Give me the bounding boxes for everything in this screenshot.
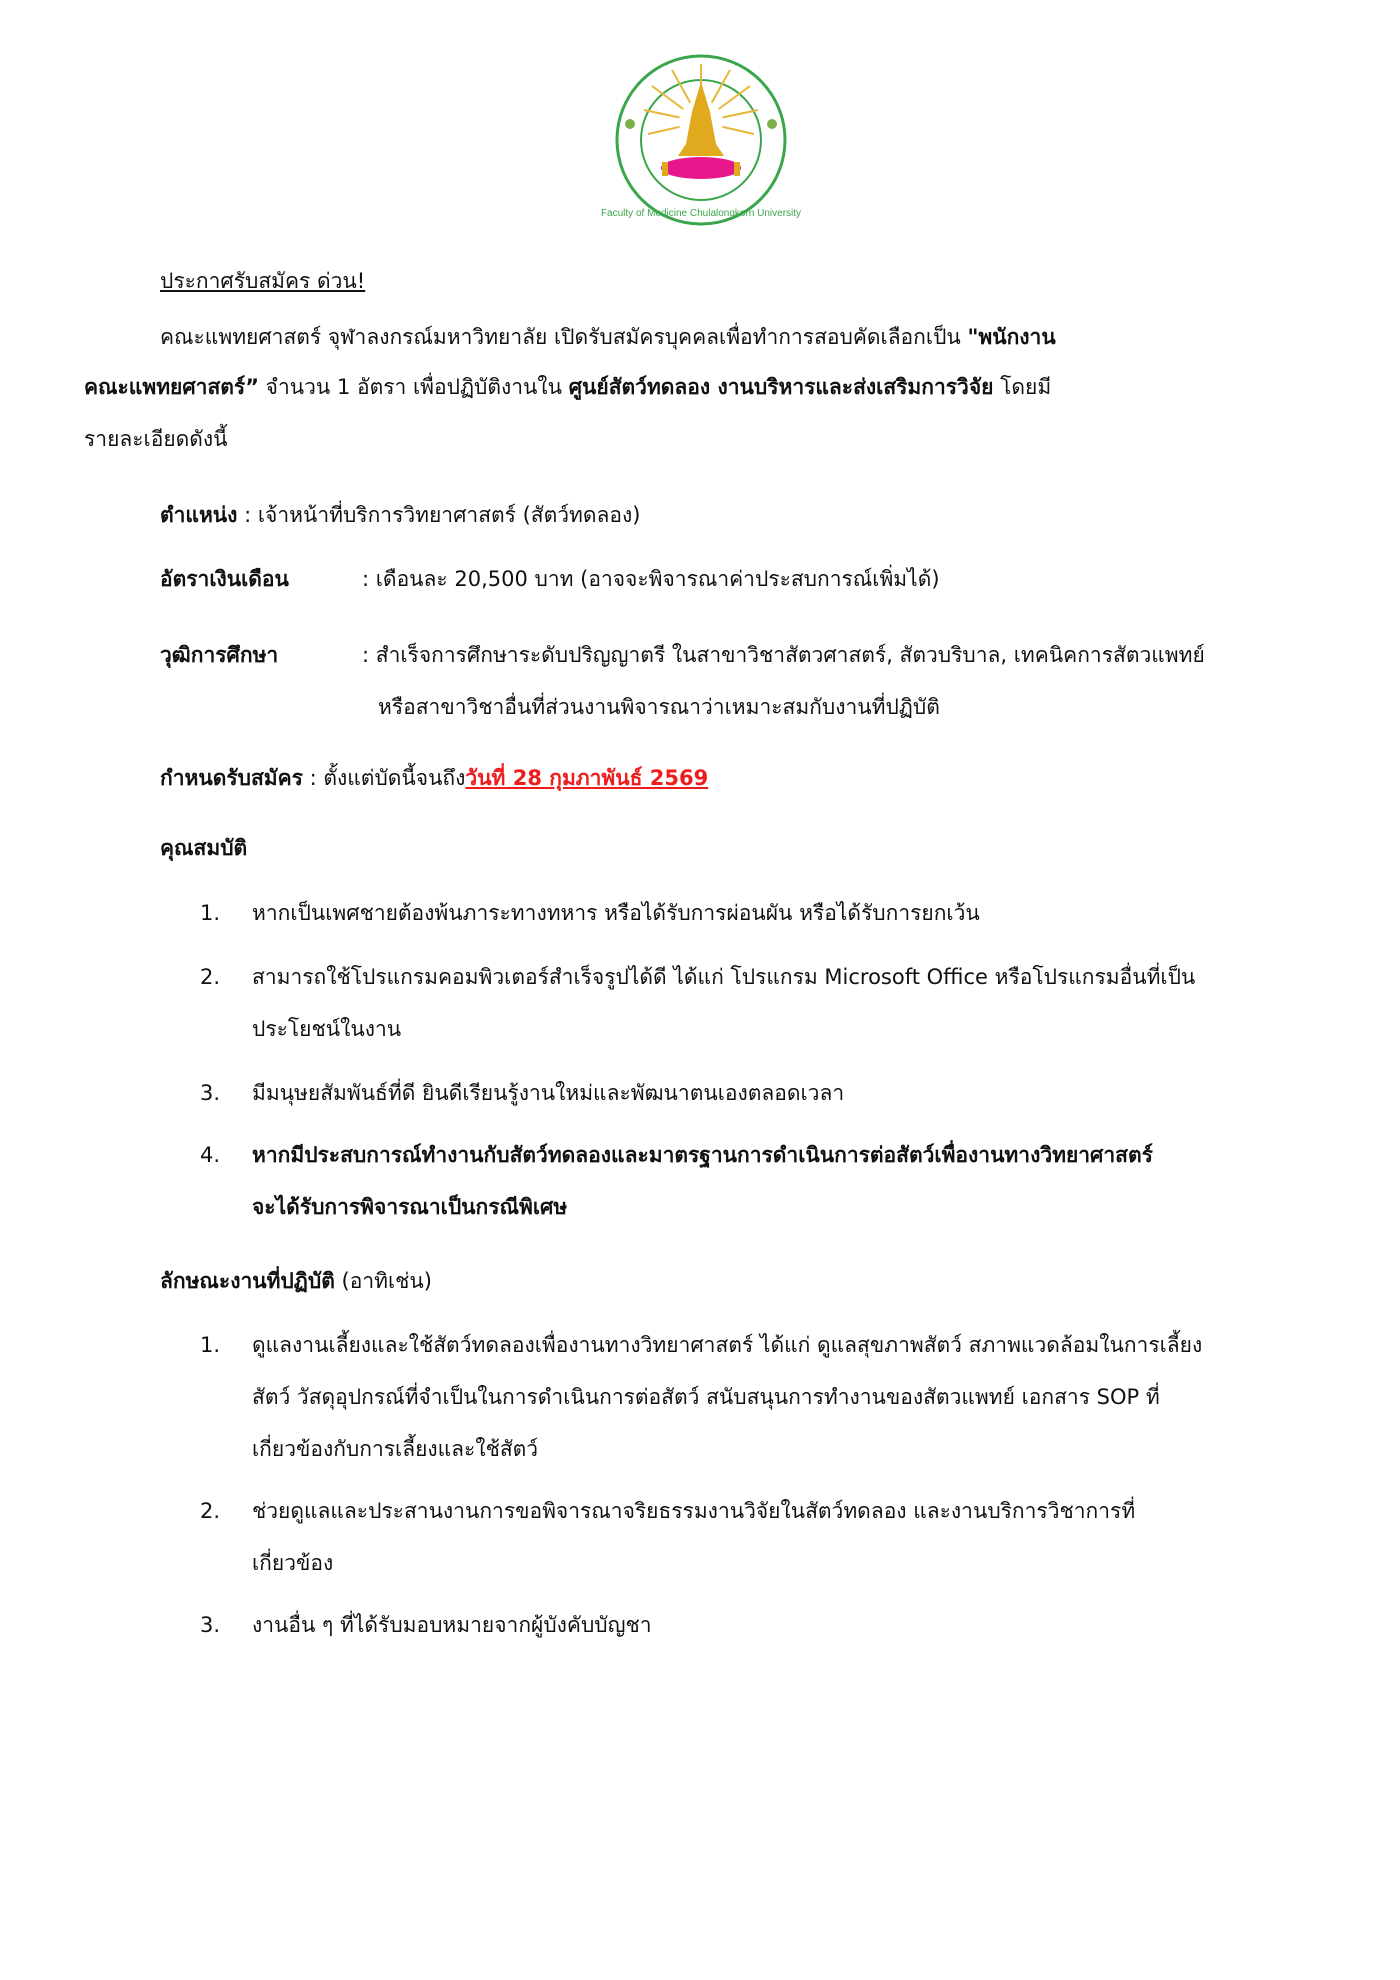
position-field bbox=[160, 500, 640, 530]
duties-title bbox=[160, 1266, 432, 1296]
intro-line-1 bbox=[160, 322, 1056, 352]
item-text: จะได้รับการพิจารณาเป็นกรณีพิเศษ bbox=[252, 1195, 568, 1219]
duties-title-note: (อาทิเช่น) bbox=[334, 1269, 432, 1293]
intro-line-2 bbox=[84, 372, 1051, 402]
salary-value: : เดือนละ 20,500 บาท (อาจจะพิจารณาค่าประสบการณ์เพิ่มได้) bbox=[362, 567, 940, 591]
item-number: 3. bbox=[200, 1081, 221, 1105]
intro-unit: ศูนย์สัตว์ทดลอง งานบริหารและส่งเสริมการวิจัย bbox=[568, 375, 994, 399]
item-number: 2. bbox=[200, 1499, 221, 1523]
salary-label: อัตราเงินเดือน bbox=[160, 567, 289, 591]
position-label: ตำแหน่ง bbox=[160, 503, 238, 527]
item-number: 3. bbox=[200, 1613, 221, 1637]
education-value-line-2: หรือสาขาวิชาอื่นที่ส่วนงานพิจารณาว่าเหมาะสมกับงานที่ปฏิบัติ bbox=[378, 695, 940, 719]
intro-text: จำนวน 1 อัตรา เพื่อปฏิบัติงานใน bbox=[259, 375, 569, 399]
qualifications-title: คุณสมบัติ bbox=[160, 836, 248, 860]
item-number: 1. bbox=[200, 1333, 221, 1357]
item-text: ประโยชน์ในงาน bbox=[252, 1017, 402, 1041]
intro-position-type: "พนักงาน bbox=[967, 325, 1056, 349]
item-text: งานอื่น ๆ ที่ได้รับมอบหมายจากผู้บังคับบัญชา bbox=[252, 1613, 652, 1637]
item-number: 2. bbox=[200, 965, 221, 989]
item-number: 4. bbox=[200, 1143, 221, 1167]
education-field bbox=[160, 640, 278, 670]
intro-text: โดยมี bbox=[993, 375, 1052, 399]
duties-title-bold: ลักษณะงานที่ปฏิบัติ bbox=[160, 1269, 335, 1293]
item-text: ดูแลงานเลี้ยงและใช้สัตว์ทดลองเพื่องานทางวิทยาศาสตร์ ได้แก่ ดูแลสุขภาพสัตว์ สภาพแวดล้อมในการเลี้ยง bbox=[252, 1333, 1203, 1357]
intro-text: คณะแพทยศาสตร์ จุฬาลงกรณ์มหาวิทยาลัย เปิดรับสมัครบุคคลเพื่อทำการสอบคัดเลือกเป็น bbox=[160, 325, 968, 349]
education-label: วุฒิการศึกษา bbox=[160, 643, 279, 667]
intro-line-3: รายละเอียดดังนี้ bbox=[84, 427, 228, 451]
salary-field bbox=[160, 564, 289, 594]
deadline-field bbox=[160, 763, 708, 793]
item-text: เกี่ยวข้องกับการเลี้ยงและใช้สัตว์ bbox=[252, 1437, 539, 1461]
position-value: : เจ้าหน้าที่บริการวิทยาศาสตร์ (สัตว์ทดลอง) bbox=[237, 503, 641, 527]
item-text: มีมนุษยสัมพันธ์ที่ดี ยินดีเรียนรู้งานใหม่และพัฒนาตนเองตลอดเวลา bbox=[252, 1081, 845, 1105]
education-value-line-1: : สำเร็จการศึกษาระดับปริญญาตรี ในสาขาวิชาสัตวศาสตร์, สัตวบริบาล, เทคนิคการสัตวแพทย์ bbox=[362, 643, 1205, 667]
item-number: 1. bbox=[200, 901, 221, 925]
deadline-date: วันที่ 28 กุมภาพันธ์ 2569 bbox=[465, 766, 709, 790]
item-text: ช่วยดูแลและประสานงานการขอพิจารณาจริยธรรมงานวิจัยในสัตว์ทดลอง และงานบริการวิชาการที่ bbox=[252, 1499, 1136, 1523]
item-text: สามารถใช้โปรแกรมคอมพิวเตอร์สำเร็จรูปได้ดี ได้แก่ โปรแกรม Microsoft Office หรือโปรแกรมอื่นที่เป็น bbox=[252, 965, 1196, 989]
deadline-label: กำหนดรับสมัคร bbox=[160, 766, 303, 790]
item-text: สัตว์ วัสดุอุปกรณ์ที่จำเป็นในการดำเนินการต่อสัตว์ สนับสนุนการทำงานของสัตวแพทย์ เอกสาร SOP ที่ bbox=[252, 1385, 1160, 1409]
deadline-prefix: : ตั้งแต่บัดนี้จนถึง bbox=[302, 766, 466, 790]
intro-position-type-cont: คณะแพทยศาสตร์” bbox=[84, 375, 259, 399]
item-text: หากมีประสบการณ์ทำงานกับสัตว์ทดลองและมาตรฐานการดำเนินการต่อสัตว์เพื่องานทางวิทยาศาสตร์ bbox=[252, 1143, 1153, 1167]
item-text: เกี่ยวข้อง bbox=[252, 1551, 334, 1575]
item-text: หากเป็นเพศชายต้องพ้นภาระทางทหาร หรือได้รับการผ่อนผัน หรือได้รับการยกเว้น bbox=[252, 901, 980, 925]
logo-text-en: Faculty of Medicine Chulalongkorn University bbox=[600, 208, 802, 219]
page-heading: ประกาศรับสมัคร ด่วน! bbox=[160, 269, 366, 293]
faculty-seal-logo bbox=[592, 52, 810, 228]
